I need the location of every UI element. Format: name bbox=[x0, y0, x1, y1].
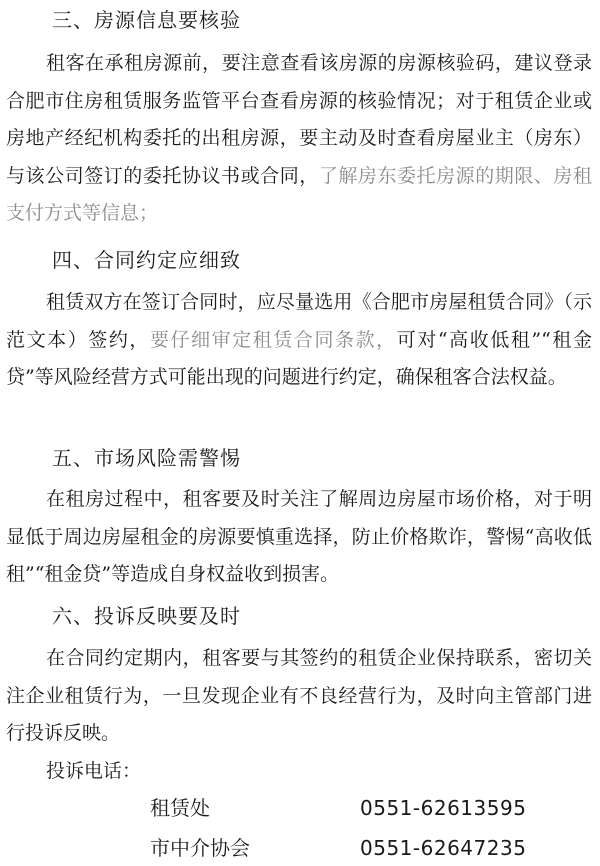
section-6-paragraph bbox=[6, 640, 592, 753]
contact-row bbox=[0, 792, 600, 824]
section-3-text: 租客在承租房源前，要注意查看该房源的房源核验码，建议登录合肥市住房租赁服务监管平台查看房源的核验情况；对于租赁企业或房地产经纪机构委托的出租房源，要主动及时查看房屋业主（房东）与该公司签订的委托协议书或合同， bbox=[6, 52, 592, 187]
section-4-heading: 四、合同约定应细致 bbox=[52, 248, 241, 272]
section-3-heading: 三、房源信息要核验 bbox=[52, 8, 241, 32]
contact-row bbox=[0, 832, 600, 864]
section-3-text-muted: 了解房东委托房源的期限、房租支付方式等信息； bbox=[6, 164, 592, 224]
contact-phone: 0551-62613595 bbox=[360, 796, 527, 820]
section-5-paragraph bbox=[6, 481, 592, 594]
section-5-heading: 五、市场风险需警惕 bbox=[52, 446, 241, 470]
contact-label: 投诉电话： bbox=[46, 760, 142, 782]
contact-phone: 0551-62647235 bbox=[360, 836, 527, 860]
section-4-paragraph bbox=[6, 284, 592, 397]
section-4-text-1: 租赁双方在签订合同时，应尽量选用《合肥市房屋租赁合同》（示范文本）签约， bbox=[6, 291, 592, 351]
section-3-paragraph bbox=[6, 45, 592, 233]
section-5-text: 在租房过程中，租客要及时关注了解周边房屋市场价格，对于明显低于周边房屋租金的房源要慎重选择，防止价格欺诈，警惕“高收低租”“租金贷”等造成自身权益收到损害。 bbox=[6, 488, 592, 585]
contact-name: 租赁处 bbox=[150, 796, 210, 820]
section-4-text-2: 可对“高收低租”“租金贷”等风险经营方式可能出现的问题进行约定，确保租客合法权益。 bbox=[6, 328, 592, 388]
contact-name: 市中介协会 bbox=[150, 836, 250, 860]
section-6-text: 在合同约定期内，租客要与其签约的租赁企业保持联系，密切关注企业租赁行为，一旦发现企业有不良经营行为，及时向主管部门进行投诉反映。 bbox=[6, 647, 592, 744]
section-6-heading: 六、投诉反映要及时 bbox=[52, 604, 241, 628]
section-4-text-muted: 要仔细审定租赁合同条款， bbox=[149, 328, 397, 351]
